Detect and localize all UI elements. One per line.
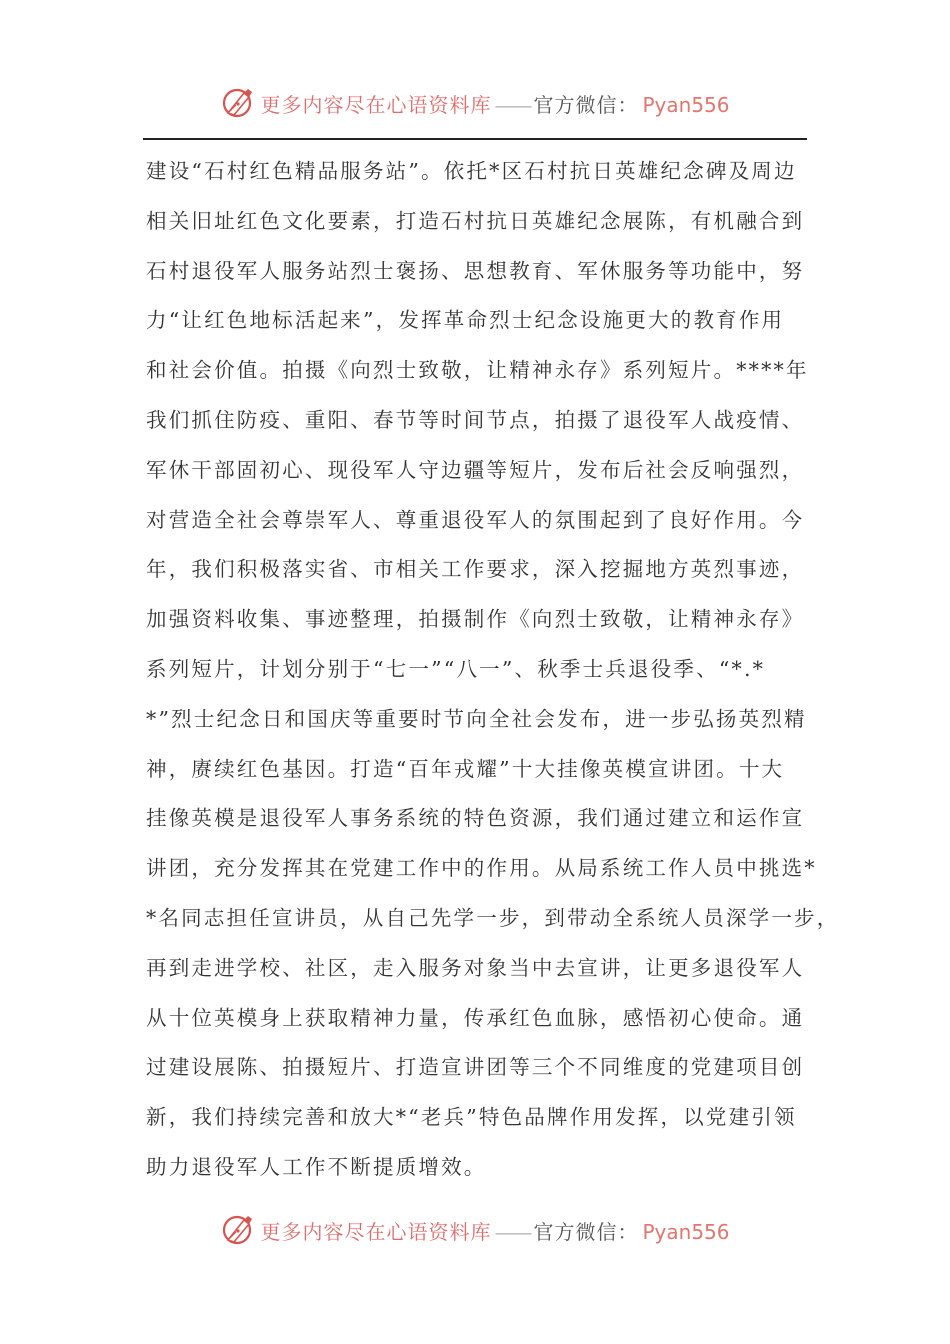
header-banner-text xyxy=(260,89,729,118)
text-line: 系列短片，计划分别于“七一”“八一”、秋季士兵退役季、“*.* xyxy=(146,656,766,681)
header-wechat-label: 官方微信： xyxy=(533,92,639,117)
text-line: 挂像英模是退役军人事务系统的特色资源，我们通过建立和运作宣 xyxy=(146,806,805,831)
text-line: 助力退役军人工作不断提质增效。 xyxy=(146,1154,487,1179)
document-body xyxy=(146,147,840,1193)
text-line: 新，我们持续完善和放大*“老兵”特色品牌作用发挥，以党建引领 xyxy=(146,1105,797,1130)
text-line: 石村退役军人服务站烈士褒扬、思想教育、军休服务等功能中，努 xyxy=(146,258,805,283)
header-separator: —— xyxy=(494,92,531,117)
footer-separator: —— xyxy=(494,1219,531,1244)
text-line: 军休干部固初心、现役军人守边疆等短片，发布后社会反响强烈， xyxy=(146,457,805,482)
text-line: *名同志担任宣讲员，从自己先学一步，到带动全系统人员深学一步， xyxy=(146,905,840,930)
text-line: 力“让红色地标活起来”，发挥革命烈士纪念设施更大的教育作用 xyxy=(146,308,785,333)
text-line: 我们抓住防疫、重阳、春节等时间节点，拍摄了退役军人战疫情、 xyxy=(146,407,805,432)
text-line: *”烈士纪念日和国庆等重要时节向全社会发布，进一步弘扬英烈精 xyxy=(146,706,807,731)
pen-nib-logo-icon xyxy=(220,85,256,121)
text-line: 神，赓续红色基因。打造“百年戎耀”十大挂像英模宣讲团。十大 xyxy=(146,756,785,781)
text-line: 再到走进学校、社区，走入服务对象当中去宣讲，让更多退役军人 xyxy=(146,955,805,980)
text-line: 年，我们积极落实省、市相关工作要求，深入挖掘地方英烈事迹， xyxy=(146,557,805,582)
footer-banner-text xyxy=(260,1216,729,1245)
text-line: 建设“石村红色精品服务站”。依托*区石村抗日英雄纪念碑及周边 xyxy=(146,159,797,183)
footer-banner xyxy=(0,1210,950,1250)
header-brand: 更多内容尽在心语资料库 xyxy=(260,92,492,117)
text-line: 从十位英模身上获取精神力量，传承红色血脉，感悟初心使命。通 xyxy=(146,1005,805,1030)
header-rule xyxy=(143,138,807,140)
footer-wechat-id: Pyan556 xyxy=(642,1219,730,1244)
text-line: 对营造全社会尊崇军人、尊重退役军人的氛围起到了良好作用。今 xyxy=(146,507,805,532)
footer-wechat-label: 官方微信： xyxy=(533,1219,639,1244)
footer-brand: 更多内容尽在心语资料库 xyxy=(260,1219,492,1244)
pen-nib-logo-icon xyxy=(220,1212,256,1248)
header-banner xyxy=(0,83,950,123)
text-line: 加强资料收集、事迹整理，拍摄制作《向烈士致敬，让精神永存》 xyxy=(146,607,805,632)
text-line: 相关旧址红色文化要素，打造石村抗日英雄纪念展陈，有机融合到 xyxy=(146,208,805,233)
header-wechat-id: Pyan556 xyxy=(642,92,730,117)
text-line: 讲团，充分发挥其在党建工作中的作用。从局系统工作人员中挑选* xyxy=(146,856,817,881)
text-line: 过建设展陈、拍摄短片、打造宣讲团等三个不同维度的党建项目创 xyxy=(146,1055,805,1080)
text-line: 和社会价值。拍摄《向烈士致敬，让精神永存》系列短片。****年 xyxy=(146,358,809,383)
